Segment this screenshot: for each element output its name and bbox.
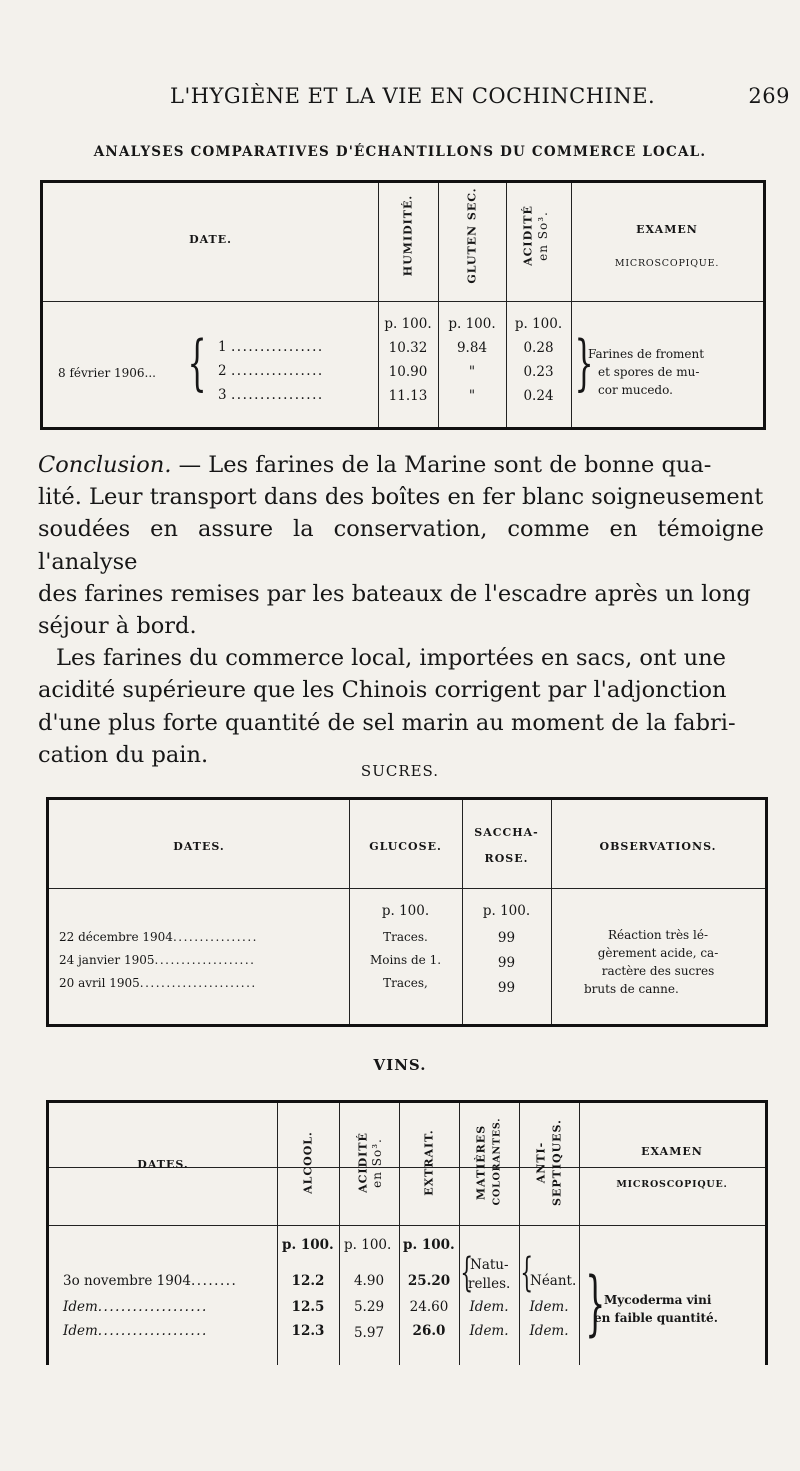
- wine-header-dates: DATES.: [137, 1158, 189, 1171]
- wine-row2-anti: Idem.: [529, 1299, 569, 1315]
- wine-row3-anti: Idem.: [529, 1323, 569, 1339]
- row1-dots: ................: [231, 339, 324, 355]
- sugar-row2-saccharose: 99: [497, 955, 516, 971]
- wine-unit-extrait: p. 100.: [403, 1237, 455, 1253]
- date-brace: {: [187, 328, 207, 398]
- sugar-row2-glucose: Moins de 1.: [369, 953, 442, 967]
- header-gluten: GLUTEN SEC.: [465, 187, 479, 284]
- sucres-title: SUCRES.: [360, 762, 440, 780]
- examen-line2: et spores de mu-: [598, 365, 700, 379]
- wine-row1-date: 3o novembre 1904........: [63, 1273, 238, 1289]
- conclusion-line4: des farines remises par les bateaux de l'escadre après un long: [38, 580, 751, 607]
- sugar-row1-glucose: Traces.: [383, 930, 428, 944]
- examen-brace: }: [574, 328, 594, 398]
- vins-title: VINS.: [373, 1056, 427, 1074]
- row1-num: 1: [218, 339, 227, 355]
- wine-row1-alcool: 12.2: [291, 1273, 325, 1289]
- wine-header-acidite-unit: en So³.: [370, 1138, 384, 1188]
- header-examen: EXAMEN: [636, 223, 698, 236]
- wine-row3-acidite: 5.97: [353, 1325, 385, 1341]
- unit-acidite: p. 100.: [514, 316, 563, 332]
- wine-row1-matieres-2: relles.: [468, 1276, 511, 1292]
- para2-line2: acidité supérieure que les Chinois corrigent par l'adjonction: [38, 677, 727, 704]
- wine-unit-alcool: p. 100.: [282, 1237, 334, 1253]
- sugar-row2-date: 24 janvier 1905...................: [59, 953, 256, 967]
- row2-dots: ................: [231, 363, 324, 379]
- sugar-row1-date: 22 décembre 1904................: [59, 930, 258, 944]
- matieres-brace: {: [460, 1250, 474, 1296]
- examen-line3: cor mucedo.: [598, 383, 673, 397]
- sugar-obs-line2: gèrement acide, ca-: [597, 946, 719, 960]
- sugar-analysis-table: [46, 797, 768, 1027]
- wine-unit-acidite: p. 100.: [344, 1237, 392, 1253]
- sugar-obs-line3: ractère des sucres: [601, 964, 715, 978]
- sugar-obs-line4: bruts de canne.: [584, 982, 679, 996]
- wine-header-matieres-2: COLORANTES.: [491, 1117, 503, 1206]
- wine-row3-matieres: Idem.: [469, 1323, 509, 1339]
- row2-acidite: 0.23: [523, 364, 554, 380]
- header-acidite: ACIDITÉ: [521, 205, 535, 266]
- wine-header-examen: EXAMEN: [641, 1145, 703, 1158]
- unit-saccharose: p. 100.: [482, 903, 531, 919]
- conclusion-line1: Conclusion. — Les farines de la Marine sont de bonne qua-: [38, 452, 712, 478]
- table1-caption: ANALYSES COMPARATIVES D'ÉCHANTILLONS DU COMMERCE LOCAL.: [93, 144, 707, 160]
- wine-row2-extrait: 24.60: [409, 1299, 449, 1315]
- wine-header-matieres-1: MATIÈRES: [474, 1124, 488, 1201]
- wine-header-extrait: EXTRAIT.: [422, 1129, 436, 1196]
- sugar-row3-glucose: Traces,: [383, 976, 428, 990]
- conclusion-label: Conclusion.: [38, 452, 172, 478]
- row3-num: 3: [218, 387, 227, 403]
- wine-header-anti-1: ANTI-: [534, 1141, 548, 1184]
- header-date: DATE.: [189, 233, 232, 246]
- wine-examen-line1: Mycoderma vini: [604, 1293, 712, 1307]
- wine-row2-date: Idem...................: [63, 1299, 208, 1315]
- flour-analysis-table: [40, 180, 766, 430]
- row3-gluten: ": [468, 388, 476, 404]
- wine-header-alcool: ALCOOL.: [301, 1131, 315, 1194]
- examen-wine-brace: }: [585, 1262, 606, 1344]
- header-observations: OBSERVATIONS.: [599, 840, 717, 853]
- unit-humidite: p. 100.: [384, 316, 432, 332]
- row2-humidite: 10.90: [388, 364, 428, 380]
- row2-gluten: ": [468, 364, 476, 380]
- examen-line1: Farines de froment: [588, 347, 705, 361]
- para2-line1: Les farines du commerce local, importées en sacs, ont une: [56, 645, 726, 672]
- wine-row1-acidite: 4.90: [353, 1273, 385, 1289]
- sugar-obs-line1: Réaction très lé-: [607, 928, 709, 942]
- header-examen-sub: MICROSCOPIQUE.: [614, 258, 720, 269]
- wine-row3-alcool: 12.3: [291, 1323, 325, 1339]
- page-number: 269: [748, 84, 790, 108]
- wine-row3-extrait: 26.0: [412, 1323, 446, 1339]
- row1-gluten: 9.84: [456, 340, 488, 356]
- sugar-row1-saccharose: 99: [497, 930, 516, 946]
- header-saccharose-2: ROSE.: [484, 852, 529, 865]
- wine-header-acidite: ACIDITÉ: [356, 1132, 370, 1193]
- row3-humidite: 11.13: [388, 388, 428, 404]
- para2-line4: cation du pain.: [38, 741, 209, 768]
- conclusion-paragraph: [38, 449, 764, 771]
- running-head: [170, 84, 790, 108]
- header-glucose: GLUCOSE.: [369, 840, 442, 853]
- wine-row2-alcool: 12.5: [291, 1299, 325, 1315]
- wine-row2-matieres: Idem.: [469, 1299, 509, 1315]
- row1-acidite: 0.28: [523, 340, 554, 356]
- row1-humidite: 10.32: [388, 340, 428, 356]
- header-dates: DATES.: [173, 840, 225, 853]
- unit-glucose: p. 100.: [381, 903, 430, 919]
- header-saccharose-1: SACCHA-: [474, 826, 539, 839]
- anti-brace: {: [520, 1250, 534, 1296]
- conclusion-line2: lité. Leur transport dans des boîtes en fer blanc soigneusement: [38, 484, 764, 511]
- row3-dots: ................: [231, 387, 324, 403]
- row2-num: 2: [218, 363, 227, 379]
- wine-analysis-table: [46, 1100, 768, 1365]
- date-label: 8 février 1906...: [58, 366, 156, 380]
- header-acidite-unit: en So³.: [536, 211, 550, 261]
- wine-row2-acidite: 5.29: [353, 1299, 385, 1315]
- wine-row3-date: Idem...................: [63, 1323, 208, 1339]
- wine-row1-extrait: 25.20: [407, 1273, 451, 1289]
- para2-line3: d'une plus forte quantité de sel marin au moment de la fabri-: [38, 709, 736, 736]
- conclusion-line3: soudées en assure la conservation, comme en témoigne l'analyse: [38, 516, 764, 575]
- running-head-title: L'HYGIÈNE ET LA VIE EN COCHINCHINE.: [170, 84, 656, 108]
- wine-header-examen-sub: MICROSCOPIQUE.: [616, 1179, 728, 1190]
- header-humidite: HUMIDITÉ.: [401, 194, 415, 277]
- wine-header-anti-2: SEPTIQUES.: [550, 1119, 564, 1206]
- sugar-row3-date: 20 avril 1905......................: [59, 976, 257, 990]
- conclusion-line5: séjour à bord.: [38, 613, 197, 640]
- sugar-row3-saccharose: 99: [497, 980, 516, 996]
- wine-row1-anti: Néant.: [530, 1273, 577, 1289]
- row3-acidite: 0.24: [523, 388, 554, 404]
- wine-examen-line2: en faible quantité.: [594, 1311, 718, 1325]
- unit-gluten: p. 100.: [448, 316, 496, 332]
- wine-row1-matieres-1: Natu-: [470, 1257, 509, 1273]
